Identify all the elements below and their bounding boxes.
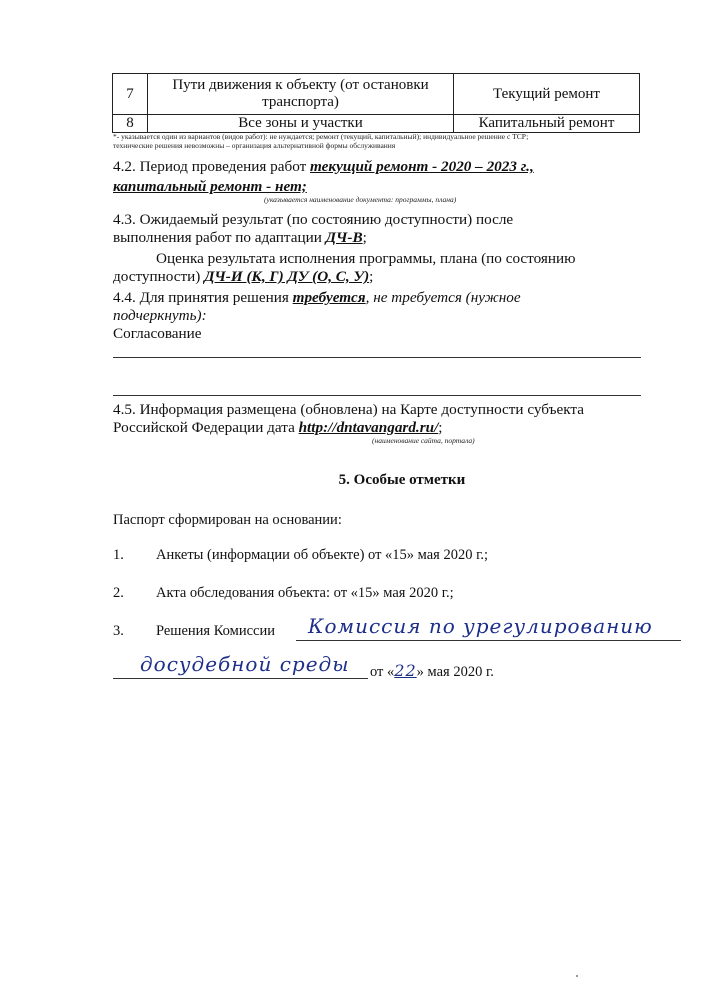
section-4-2-line2 xyxy=(113,178,307,196)
handwritten-commission-name-cont: досудебной среды xyxy=(140,652,350,676)
row-zone xyxy=(148,74,454,115)
list-item-number: 3. xyxy=(113,623,124,639)
decision-required-value: требуется xyxy=(292,289,366,306)
section-4-3-label2: доступности) xyxy=(113,268,205,285)
row-number: 8 xyxy=(113,115,148,133)
decision-options: , не требуется (нужное xyxy=(365,289,521,306)
date-prefix: от « xyxy=(370,664,395,680)
section-4-5-line1: 4.5. Информация размещена (обновлена) на Карте доступности субъекта xyxy=(113,401,584,418)
decision-date xyxy=(370,661,494,681)
footnote-line2: технические решения невозможны – организация альтернативной формы обслуживания xyxy=(113,140,396,150)
punct: ; xyxy=(362,229,367,246)
scan-speck xyxy=(576,975,578,977)
section-4-3-line1: 4.3. Ожидаемый результат (по состоянию доступности) после xyxy=(113,211,514,228)
section-4-2-line1 xyxy=(113,158,534,176)
section-4-3-line3: Оценка результата исполнения программы, плана (по состоянию xyxy=(156,250,576,267)
list-item-number: 1. xyxy=(113,547,124,563)
section-4-3-label: выполнения работ по адаптации xyxy=(113,229,326,246)
section-4-5-label: Российской Федерации дата xyxy=(113,419,299,436)
section-5-intro: Паспорт сформирован на основании: xyxy=(113,512,342,528)
table-footnote xyxy=(113,133,653,150)
signature-line xyxy=(113,678,368,679)
section-4-2-label: 4.2. Период проведения работ xyxy=(113,158,311,175)
row-zone-line1: Пути движения к объекту (от остановки xyxy=(172,77,429,93)
table-row xyxy=(113,115,640,133)
section-4-3-line4 xyxy=(113,268,373,286)
site-link[interactable]: http://dntavangard.ru/ xyxy=(298,419,439,436)
row-zone: Все зоны и участки xyxy=(148,115,454,133)
section-4-3-line2 xyxy=(113,229,367,247)
punct: ; xyxy=(438,419,443,436)
section-4-4-line2: подчеркнуть): xyxy=(113,307,207,324)
handwritten-commission-name: Комиссия по урегулированию xyxy=(308,614,653,638)
section-4-4-label: 4.4. Для принятия решения xyxy=(113,289,293,306)
footnote-line1: *- указывается один из вариантов (видов работ): не нуждается; ремонт (текущий, капитальный); индивидуальное решение с ТСР; xyxy=(113,132,529,141)
section-4-4-line1 xyxy=(113,289,521,307)
row-repair-type: Текущий ремонт xyxy=(454,74,640,115)
punct: ; xyxy=(369,268,374,285)
list-item: Анкеты (информации об объекте) от «15» мая 2020 г.; xyxy=(156,547,489,563)
expected-result-value: ДЧ-В xyxy=(325,229,363,246)
row-zone-line2: транспорта) xyxy=(262,94,339,110)
works-table xyxy=(112,73,640,133)
section-4-5-note: (наименование сайта, портала) xyxy=(372,436,475,445)
date-suffix: » мая 2020 г. xyxy=(416,664,494,680)
row-repair-type: Капитальный ремонт xyxy=(454,115,640,133)
row-number: 7 xyxy=(113,74,148,115)
list-item-number: 2. xyxy=(113,585,124,601)
assessment-value: ДЧ-И (К, Г) ДУ (О, С, У) xyxy=(204,268,370,285)
capital-repair-value: капитальный ремонт - нет; xyxy=(113,178,307,195)
work-period-value: текущий ремонт - 2020 – 2023 г., xyxy=(310,158,534,175)
section-4-5-line2 xyxy=(113,419,443,437)
signature-line xyxy=(296,640,681,641)
section-4-2-note: (указывается наименование документа: программы, плана) xyxy=(264,195,457,204)
section-5-title: 5. Особые отметки xyxy=(338,472,466,488)
handwritten-day: 22 xyxy=(394,661,417,680)
list-item: Акта обследования объекта: от «15» мая 2020 г.; xyxy=(156,585,454,601)
blank-line xyxy=(113,395,641,396)
table-row xyxy=(113,74,640,115)
list-item: Решения Комиссии xyxy=(156,623,275,639)
blank-line xyxy=(113,357,641,358)
approval-label: Согласование xyxy=(113,325,202,342)
